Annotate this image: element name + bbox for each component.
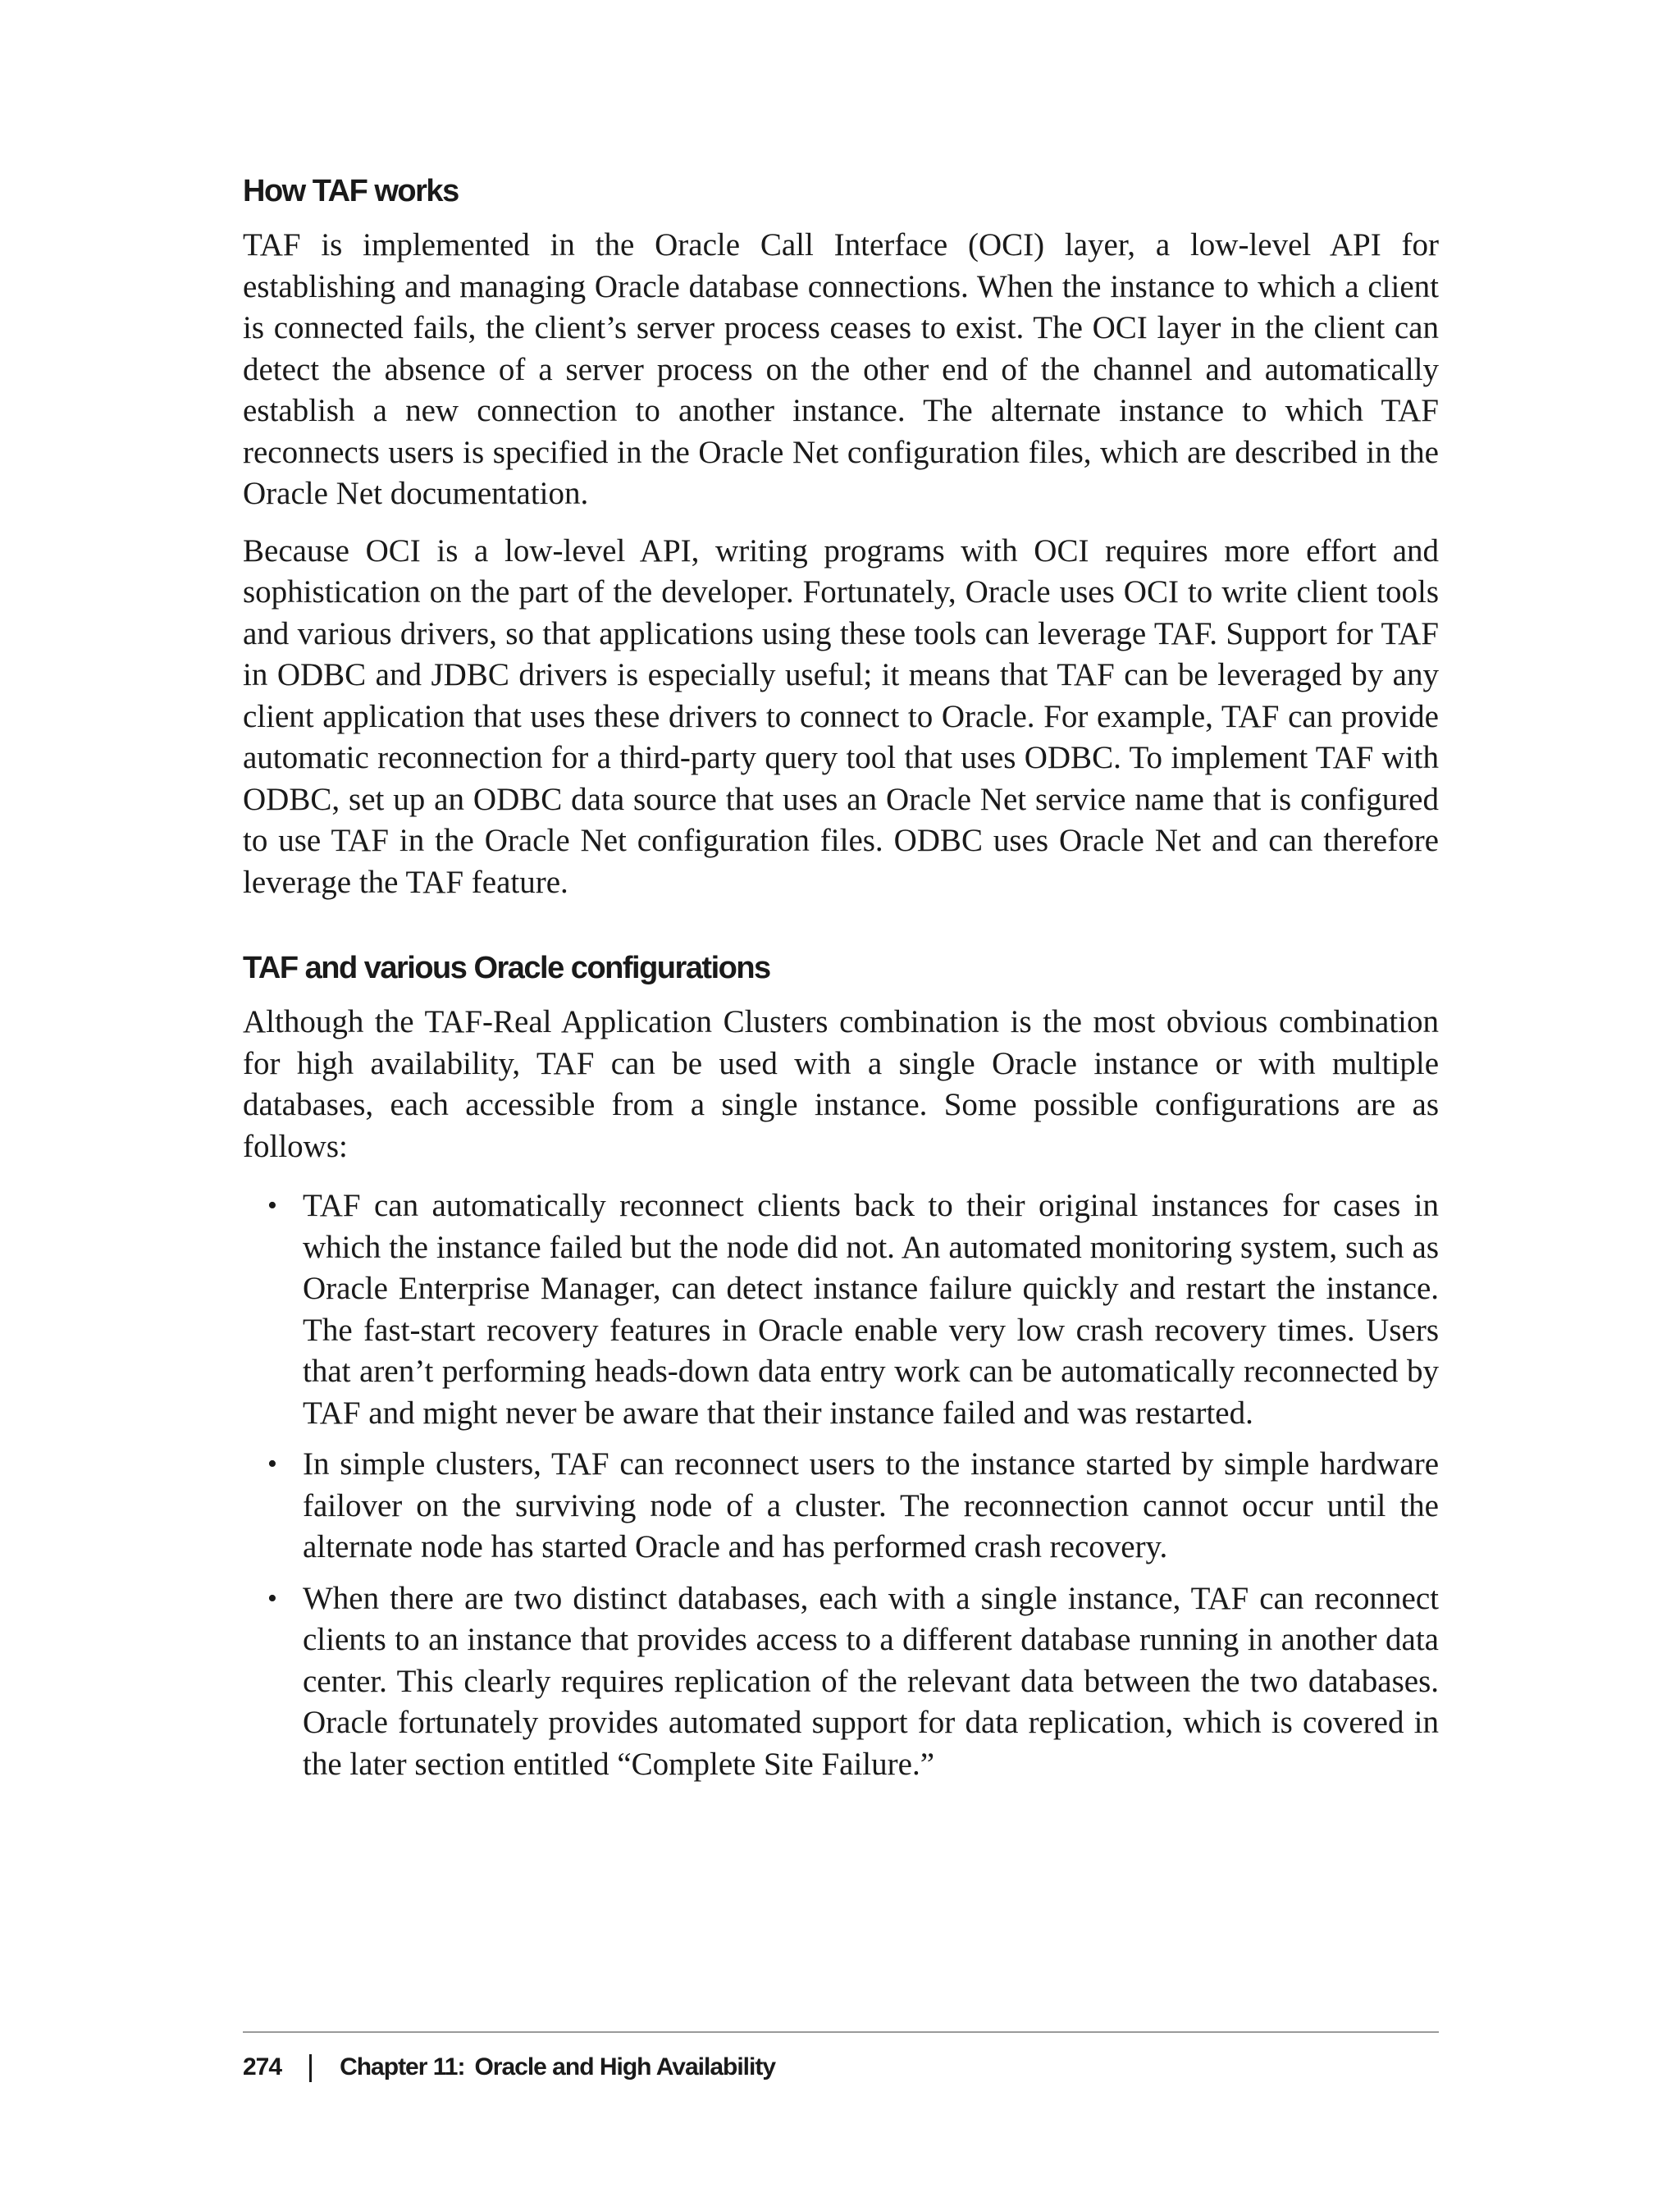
bullet-icon: • <box>267 1449 277 1479</box>
list-item <box>243 1444 1439 1569</box>
list-item-text: In simple clusters, TAF can reconnect users to the instance started by simple hardware failover on the surviving node of a cluster. The reconnection cannot occur until the alternate node has started Oracle and has performed crash recovery. <box>303 1446 1439 1564</box>
page-footer <box>243 2031 1439 2080</box>
list-item <box>243 1578 1439 1786</box>
chapter-title: Oracle and High Availability <box>474 2053 776 2080</box>
paragraph-oci-layer: TAF is implemented in the Oracle Call Interface (OCI) layer, a low-level API for establishing and managing Oracle database connections. When the instance to which a client is connected fails, the client’s server process ceases to exist. The OCI layer in the client can detect the absence of a server process on the other end of the channel and automatically establish a new connection to another instance. The alternate instance to which TAF reconnects users is specified in the Oracle Net configuration files, which are described in the Oracle Net documentation. <box>243 227 1439 511</box>
chapter-label: Chapter 11: <box>340 2053 465 2080</box>
page-number: 274 <box>243 2053 282 2080</box>
bullet-icon: • <box>267 1190 277 1221</box>
section-heading-taf-configurations: TAF and various Oracle configurations <box>243 951 770 985</box>
page-content <box>243 172 1439 1795</box>
paragraph-oci-drivers: Because OCI is a low-level API, writing programs with OCI requires more effort and sophistication on the part of the developer. Fortunately, Oracle uses OCI to write client tools and various drivers, so that applications using these tools can leverage TAF. Support for TAF in ODBC and JDBC drivers is especially useful; it means that TAF can be leveraged by any client application that uses these drivers to connect to Oracle. For example, TAF can provide automatic reconnection for a third-party query tool that uses ODBC. To implement TAF with ODBC, set up an ODBC data source that uses an Oracle Net service name that is configured to use TAF in the Oracle Net configuration files. ODBC uses Oracle Net and can therefore leverage the TAF feature. <box>243 532 1439 900</box>
bullet-icon: • <box>267 1583 277 1614</box>
list-item-text: When there are two distinct databases, each with a single instance, TAF can reconnect clients to an instance that provides access to a different database running in another data center. This clearly requires replication of the relevant data between the two databases. Oracle fortunately provides automated support for data replication, which is covered in the later section entitled “Complete Site Failure.” <box>303 1580 1439 1782</box>
list-item <box>243 1185 1439 1434</box>
list-item-text: TAF can automatically reconnect clients back to their original instances for cases in which the instance failed but the node did not. An automated monitoring system, such as Oracle Enterprise Manager, can detect instance failure quickly and restart the instance. The fast-start recovery features in Oracle enable very low crash recovery times. Users that aren’t performing heads-down data entry work can be automatically reconnected by TAF and might never be aware that their instance failed and was restarted. <box>303 1188 1439 1431</box>
paragraph-configurations-intro: Although the TAF-Real Application Clusters combination is the most obvious combination for high availability, TAF can be used with a single Oracle instance or with multiple databases, each accessible from a single instance. Some possible configurations are as follows: <box>243 1004 1439 1164</box>
section-heading-how-taf-works: How TAF works <box>243 174 459 208</box>
configuration-list <box>243 1185 1439 1785</box>
footer-line <box>243 2051 775 2084</box>
footer-separator <box>309 2054 312 2082</box>
